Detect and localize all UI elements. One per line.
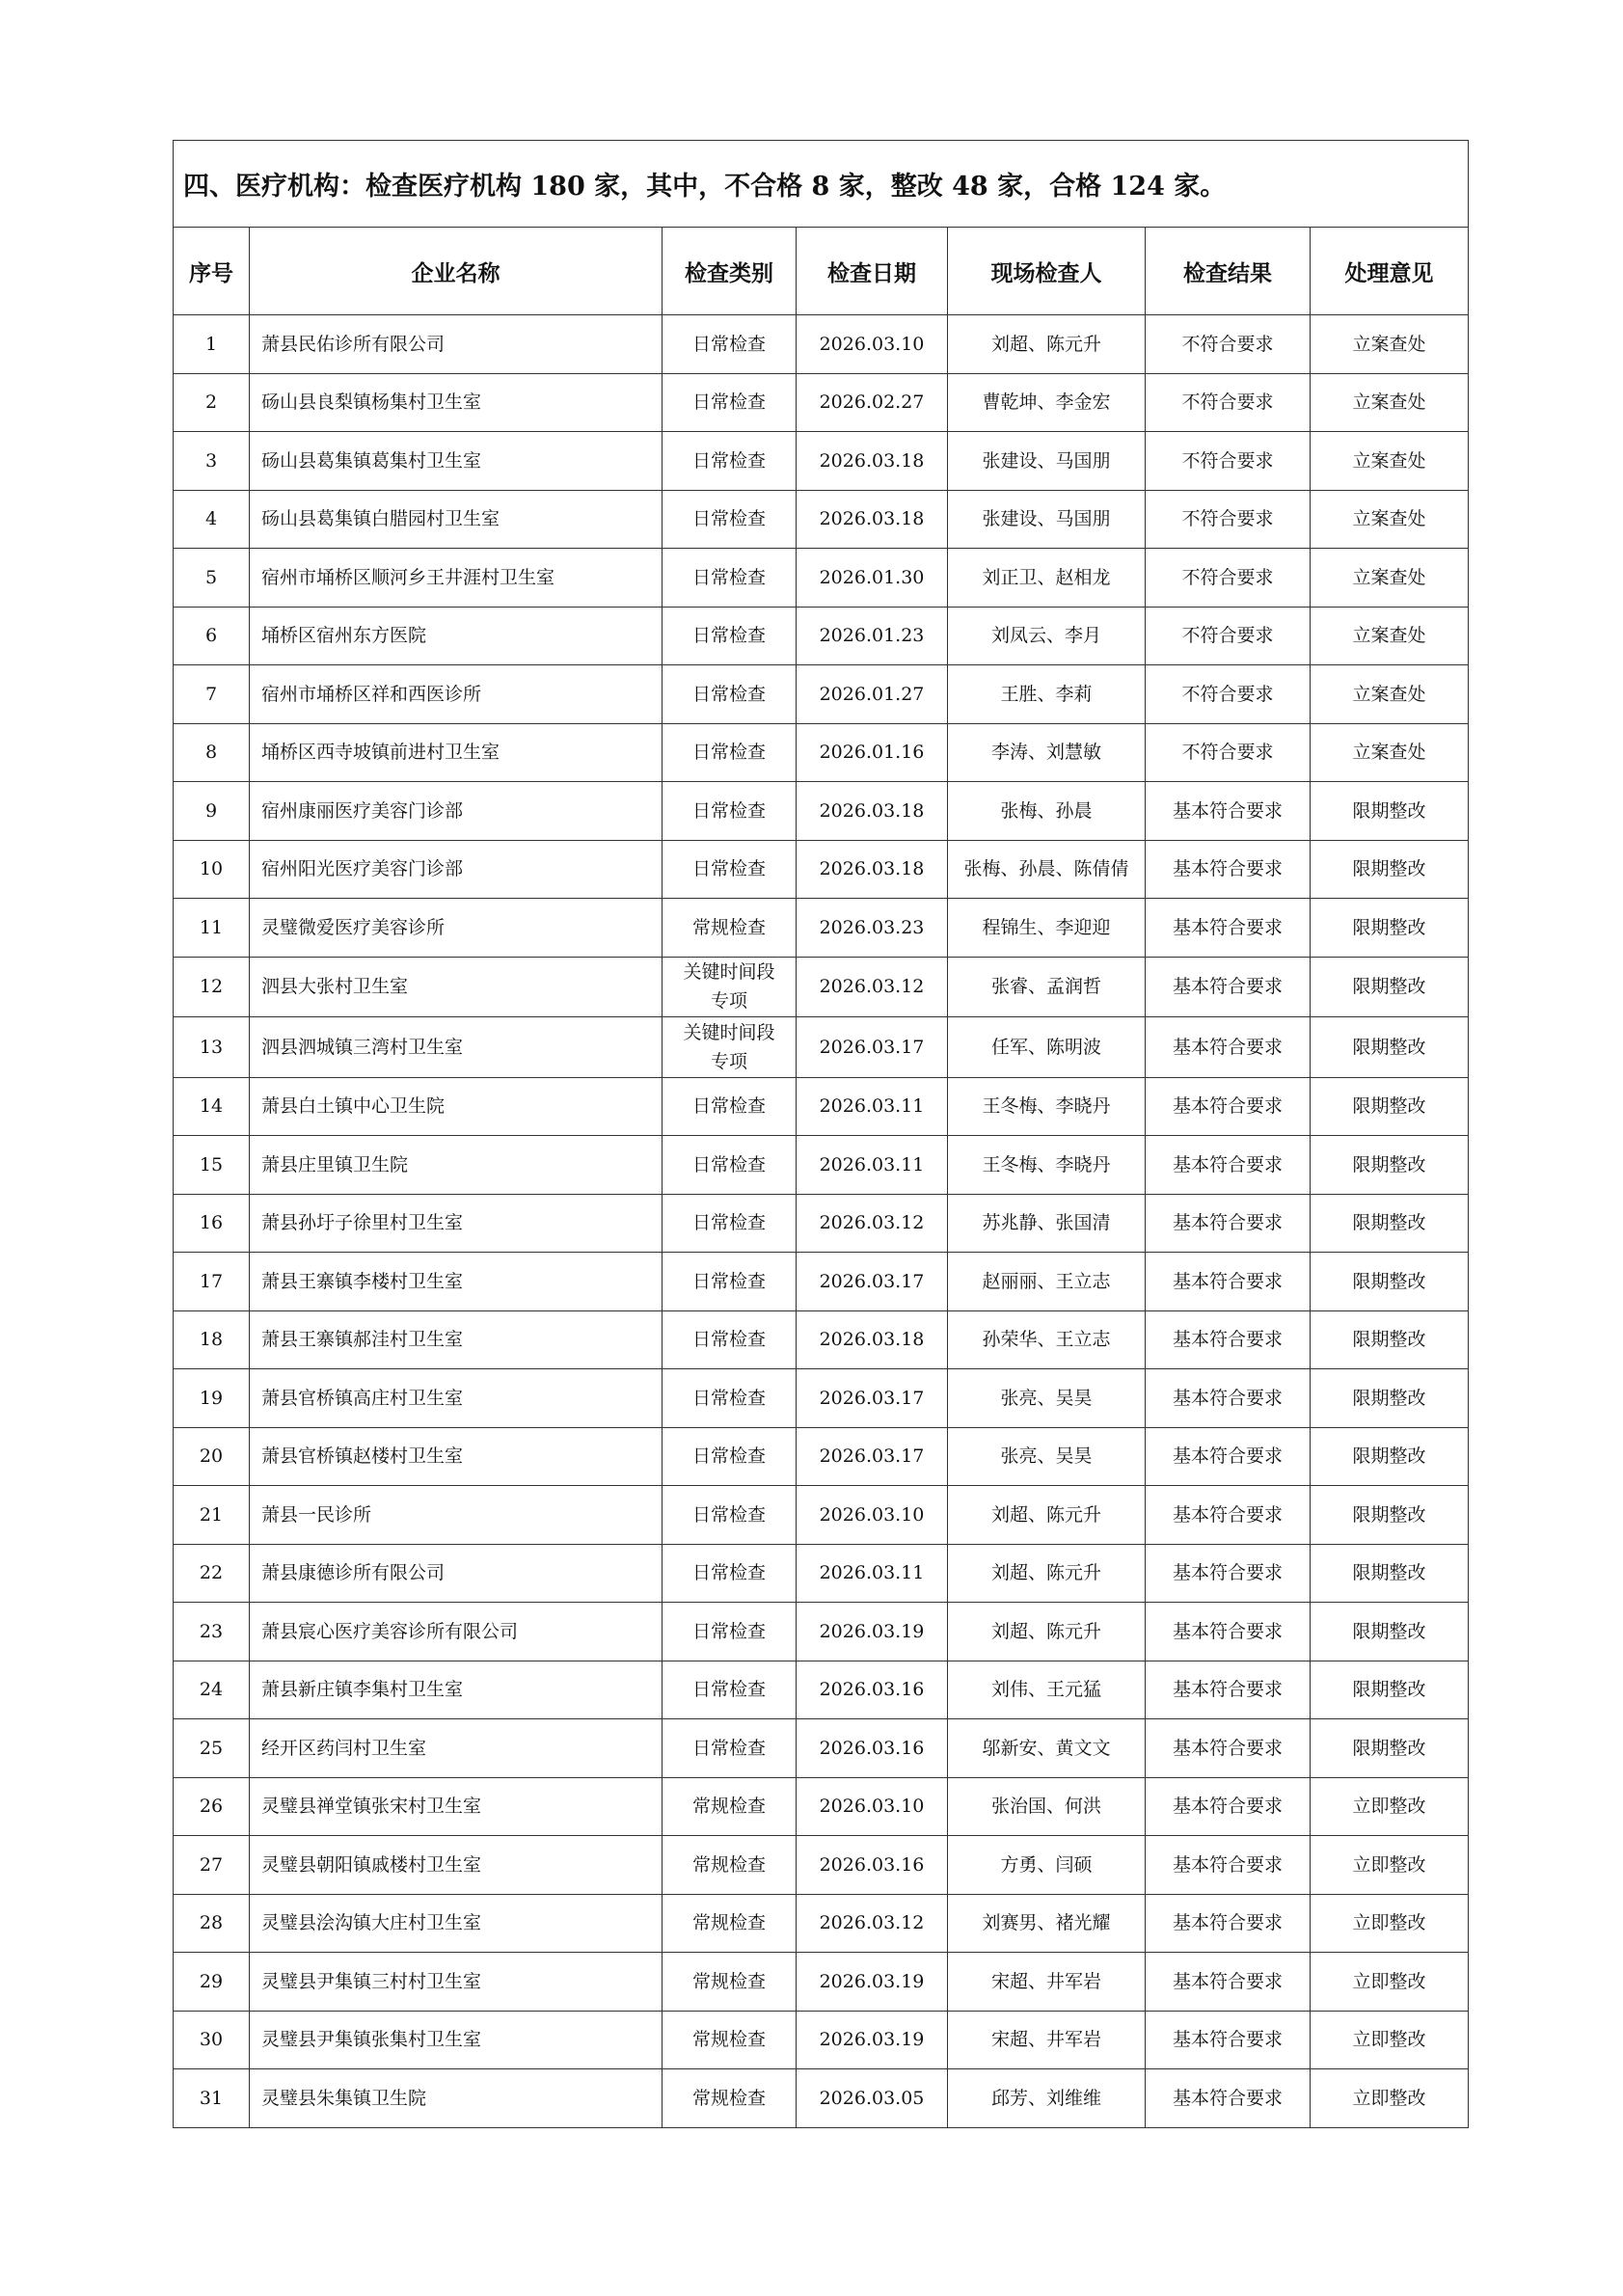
cell-no: 2: [174, 373, 250, 432]
cell-date: 2026.03.17: [797, 1369, 948, 1428]
cell-name: 萧县官桥镇赵楼村卫生室: [250, 1427, 663, 1486]
cell-result: 基本符合要求: [1146, 1194, 1311, 1253]
cell-date: 2026.03.17: [797, 1427, 948, 1486]
cell-name: 砀山县良梨镇杨集村卫生室: [250, 373, 663, 432]
cell-inspectors: 程锦生、李迎迎: [948, 899, 1146, 958]
cell-action: 限期整改: [1311, 1136, 1469, 1195]
cell-action: 立案查处: [1311, 723, 1469, 782]
cell-inspectors: 张亮、吴昊: [948, 1427, 1146, 1486]
cell-inspectors: 刘超、陈元升: [948, 1486, 1146, 1545]
cell-date: 2026.03.18: [797, 782, 948, 841]
header-action: 处理意见: [1311, 228, 1469, 315]
cell-name: 萧县王寨镇李楼村卫生室: [250, 1253, 663, 1311]
cell-result: 不符合要求: [1146, 665, 1311, 724]
cell-date: 2026.03.18: [797, 490, 948, 549]
cell-no: 6: [174, 607, 250, 665]
cell-name: 灵璧县朱集镇卫生院: [250, 2069, 663, 2128]
cell-name: 宿州市埇桥区顺河乡王井涯村卫生室: [250, 549, 663, 608]
table-body: [174, 315, 1469, 2128]
cell-result: 基本符合要求: [1146, 1603, 1311, 1661]
cell-type: 日常检查: [663, 1077, 797, 1136]
cell-type: 常规检查: [663, 1836, 797, 1895]
cell-action: 立案查处: [1311, 549, 1469, 608]
table-row: [174, 1310, 1469, 1369]
cell-name: 萧县民佑诊所有限公司: [250, 315, 663, 374]
cell-result: 基本符合要求: [1146, 840, 1311, 899]
cell-date: 2026.03.16: [797, 1661, 948, 1719]
cell-no: 31: [174, 2069, 250, 2128]
cell-result: 基本符合要求: [1146, 1719, 1311, 1778]
cell-no: 23: [174, 1603, 250, 1661]
cell-result: 基本符合要求: [1146, 2069, 1311, 2128]
cell-date: 2026.01.23: [797, 607, 948, 665]
table-row: [174, 1077, 1469, 1136]
cell-no: 29: [174, 1953, 250, 2012]
cell-name: 灵璧县尹集镇三村村卫生室: [250, 1953, 663, 2012]
cell-inspectors: 刘超、陈元升: [948, 1603, 1146, 1661]
cell-result: 不符合要求: [1146, 549, 1311, 608]
cell-inspectors: 王冬梅、李晓丹: [948, 1077, 1146, 1136]
cell-result: 基本符合要求: [1146, 782, 1311, 841]
cell-action: 立案查处: [1311, 607, 1469, 665]
cell-date: 2026.03.19: [797, 1953, 948, 2012]
cell-date: 2026.03.12: [797, 1894, 948, 1953]
header-no: 序号: [174, 228, 250, 315]
cell-inspectors: 张梅、孙晨、陈倩倩: [948, 840, 1146, 899]
table-header-row: [174, 228, 1469, 315]
cell-date: 2026.03.19: [797, 1603, 948, 1661]
document-page: [173, 140, 1468, 2128]
cell-type: 日常检查: [663, 1427, 797, 1486]
table-row: [174, 1836, 1469, 1895]
table-row: [174, 1661, 1469, 1719]
cell-name: 萧县新庄镇李集村卫生室: [250, 1661, 663, 1719]
cell-action: 限期整改: [1311, 1486, 1469, 1545]
cell-action: 限期整改: [1311, 1253, 1469, 1311]
cell-no: 27: [174, 1836, 250, 1895]
cell-no: 22: [174, 1544, 250, 1603]
table-row: [174, 1486, 1469, 1545]
cell-action: 立即整改: [1311, 1836, 1469, 1895]
cell-type: 日常检查: [663, 1719, 797, 1778]
cell-result: 基本符合要求: [1146, 1077, 1311, 1136]
cell-type: 日常检查: [663, 315, 797, 374]
cell-inspectors: 刘超、陈元升: [948, 1544, 1146, 1603]
cell-inspectors: 王胜、李莉: [948, 665, 1146, 724]
cell-inspectors: 刘伟、王元猛: [948, 1661, 1146, 1719]
cell-inspectors: 刘凤云、李月: [948, 607, 1146, 665]
cell-action: 立即整改: [1311, 1777, 1469, 1836]
cell-date: 2026.02.27: [797, 373, 948, 432]
cell-inspectors: 刘赛男、褚光耀: [948, 1894, 1146, 1953]
cell-type: 日常检查: [663, 1603, 797, 1661]
cell-name: 宿州康丽医疗美容门诊部: [250, 782, 663, 841]
cell-no: 17: [174, 1253, 250, 1311]
cell-name: 宿州阳光医疗美容门诊部: [250, 840, 663, 899]
cell-result: 基本符合要求: [1146, 1544, 1311, 1603]
cell-no: 14: [174, 1077, 250, 1136]
cell-result: 基本符合要求: [1146, 1369, 1311, 1428]
cell-result: 基本符合要求: [1146, 1017, 1311, 1078]
cell-action: 立即整改: [1311, 1894, 1469, 1953]
cell-date: 2026.03.11: [797, 1136, 948, 1195]
table-row: [174, 1544, 1469, 1603]
cell-date: 2026.03.16: [797, 1719, 948, 1778]
cell-inspectors: 宋超、井军岩: [948, 2011, 1146, 2069]
cell-no: 28: [174, 1894, 250, 1953]
cell-result: 基本符合要求: [1146, 1253, 1311, 1311]
cell-action: 立即整改: [1311, 1953, 1469, 2012]
cell-name: 萧县孙圩子徐里村卫生室: [250, 1194, 663, 1253]
cell-result: 不符合要求: [1146, 432, 1311, 491]
cell-inspectors: 曹乾坤、李金宏: [948, 373, 1146, 432]
cell-result: 不符合要求: [1146, 373, 1311, 432]
header-date: 检查日期: [797, 228, 948, 315]
cell-no: 15: [174, 1136, 250, 1195]
cell-result: 基本符合要求: [1146, 1427, 1311, 1486]
inspection-table: [173, 140, 1469, 2128]
cell-action: 立案查处: [1311, 432, 1469, 491]
cell-date: 2026.01.16: [797, 723, 948, 782]
cell-date: 2026.03.12: [797, 1194, 948, 1253]
cell-name: 萧县康德诊所有限公司: [250, 1544, 663, 1603]
table-row: [174, 549, 1469, 608]
cell-date: 2026.01.30: [797, 549, 948, 608]
cell-type: 日常检查: [663, 1310, 797, 1369]
cell-result: 基本符合要求: [1146, 1310, 1311, 1369]
cell-inspectors: 邬新安、黄文文: [948, 1719, 1146, 1778]
table-row: [174, 1427, 1469, 1486]
cell-result: 不符合要求: [1146, 490, 1311, 549]
table-row: [174, 957, 1469, 1017]
cell-name: 宿州市埇桥区祥和西医诊所: [250, 665, 663, 724]
cell-date: 2026.03.10: [797, 1777, 948, 1836]
cell-action: 限期整改: [1311, 1603, 1469, 1661]
table-row: [174, 1017, 1469, 1078]
cell-date: 2026.03.11: [797, 1077, 948, 1136]
cell-action: 限期整改: [1311, 1077, 1469, 1136]
cell-inspectors: 张梅、孙晨: [948, 782, 1146, 841]
cell-no: 16: [174, 1194, 250, 1253]
cell-type: 常规检查: [663, 2069, 797, 2128]
table-row: [174, 373, 1469, 432]
cell-date: 2026.03.05: [797, 2069, 948, 2128]
cell-no: 5: [174, 549, 250, 608]
cell-date: 2026.03.18: [797, 1310, 948, 1369]
table-row: [174, 840, 1469, 899]
cell-type: 日常检查: [663, 1369, 797, 1428]
table-row: [174, 1953, 1469, 2012]
cell-name: 萧县王寨镇郝洼村卫生室: [250, 1310, 663, 1369]
cell-action: 限期整改: [1311, 782, 1469, 841]
cell-result: 基本符合要求: [1146, 2011, 1311, 2069]
cell-no: 18: [174, 1310, 250, 1369]
cell-date: 2026.01.27: [797, 665, 948, 724]
cell-action: 立即整改: [1311, 2069, 1469, 2128]
table-row: [174, 1603, 1469, 1661]
cell-inspectors: 任军、陈明波: [948, 1017, 1146, 1078]
cell-date: 2026.03.17: [797, 1253, 948, 1311]
cell-result: 不符合要求: [1146, 607, 1311, 665]
header-result: 检查结果: [1146, 228, 1311, 315]
cell-inspectors: 张亮、吴昊: [948, 1369, 1146, 1428]
table-row: [174, 665, 1469, 724]
cell-name: 埇桥区宿州东方医院: [250, 607, 663, 665]
cell-action: 限期整改: [1311, 1017, 1469, 1078]
table-row: [174, 1194, 1469, 1253]
cell-no: 30: [174, 2011, 250, 2069]
cell-result: 基本符合要求: [1146, 957, 1311, 1017]
cell-inspectors: 刘超、陈元升: [948, 315, 1146, 374]
cell-name: 泗县泗城镇三湾村卫生室: [250, 1017, 663, 1078]
cell-type: 常规检查: [663, 1777, 797, 1836]
cell-no: 7: [174, 665, 250, 724]
cell-action: 立案查处: [1311, 315, 1469, 374]
cell-action: 立案查处: [1311, 665, 1469, 724]
table-row: [174, 432, 1469, 491]
cell-inspectors: 邱芳、刘维维: [948, 2069, 1146, 2128]
cell-inspectors: 方勇、闫硕: [948, 1836, 1146, 1895]
header-type: 检查类别: [663, 228, 797, 315]
cell-no: 13: [174, 1017, 250, 1078]
cell-type: 日常检查: [663, 1136, 797, 1195]
cell-date: 2026.03.23: [797, 899, 948, 958]
cell-type: 日常检查: [663, 1661, 797, 1719]
cell-inspectors: 孙荣华、王立志: [948, 1310, 1146, 1369]
cell-result: 基本符合要求: [1146, 1953, 1311, 2012]
cell-type: 日常检查: [663, 782, 797, 841]
cell-type: 日常检查: [663, 490, 797, 549]
cell-result: 不符合要求: [1146, 315, 1311, 374]
table-row: [174, 1719, 1469, 1778]
cell-type: 常规检查: [663, 1953, 797, 2012]
cell-date: 2026.03.19: [797, 2011, 948, 2069]
table-row: [174, 1894, 1469, 1953]
cell-action: 立案查处: [1311, 490, 1469, 549]
cell-result: 不符合要求: [1146, 723, 1311, 782]
cell-no: 12: [174, 957, 250, 1017]
cell-action: 限期整改: [1311, 1661, 1469, 1719]
cell-result: 基本符合要求: [1146, 1836, 1311, 1895]
cell-inspectors: 张治国、何洪: [948, 1777, 1146, 1836]
table-row: [174, 1369, 1469, 1428]
cell-result: 基本符合要求: [1146, 1894, 1311, 1953]
cell-no: 8: [174, 723, 250, 782]
cell-action: 限期整改: [1311, 1544, 1469, 1603]
table-row: [174, 899, 1469, 958]
cell-action: 限期整改: [1311, 1719, 1469, 1778]
table-row: [174, 2011, 1469, 2069]
table-row: [174, 607, 1469, 665]
table-row: [174, 782, 1469, 841]
cell-action: 限期整改: [1311, 840, 1469, 899]
cell-type: 日常检查: [663, 1486, 797, 1545]
cell-name: 泗县大张村卫生室: [250, 957, 663, 1017]
table-row: [174, 2069, 1469, 2128]
cell-name: 萧县宸心医疗美容诊所有限公司: [250, 1603, 663, 1661]
cell-action: 限期整改: [1311, 1427, 1469, 1486]
cell-name: 灵璧县朝阳镇戚楼村卫生室: [250, 1836, 663, 1895]
cell-result: 基本符合要求: [1146, 899, 1311, 958]
table-row: [174, 1136, 1469, 1195]
cell-name: 灵璧县禅堂镇张宋村卫生室: [250, 1777, 663, 1836]
cell-action: 立案查处: [1311, 373, 1469, 432]
cell-inspectors: 张睿、孟润哲: [948, 957, 1146, 1017]
cell-name: 萧县一民诊所: [250, 1486, 663, 1545]
cell-result: 基本符合要求: [1146, 1661, 1311, 1719]
cell-inspectors: 赵丽丽、王立志: [948, 1253, 1146, 1311]
cell-no: 10: [174, 840, 250, 899]
cell-date: 2026.03.11: [797, 1544, 948, 1603]
cell-no: 3: [174, 432, 250, 491]
table-row: [174, 1253, 1469, 1311]
header-name: 企业名称: [250, 228, 663, 315]
cell-type: 常规检查: [663, 2011, 797, 2069]
cell-name: 灵璧县浍沟镇大庄村卫生室: [250, 1894, 663, 1953]
cell-no: 21: [174, 1486, 250, 1545]
cell-date: 2026.03.10: [797, 1486, 948, 1545]
cell-type: 常规检查: [663, 1894, 797, 1953]
cell-name: 灵璧微爱医疗美容诊所: [250, 899, 663, 958]
cell-action: 限期整改: [1311, 957, 1469, 1017]
cell-date: 2026.03.18: [797, 432, 948, 491]
table-row: [174, 490, 1469, 549]
cell-name: 萧县庄里镇卫生院: [250, 1136, 663, 1195]
cell-result: 基本符合要求: [1146, 1486, 1311, 1545]
cell-inspectors: 李涛、刘慧敏: [948, 723, 1146, 782]
cell-inspectors: 宋超、井军岩: [948, 1953, 1146, 2012]
cell-inspectors: 苏兆静、张国清: [948, 1194, 1146, 1253]
cell-name: 经开区药闫村卫生室: [250, 1719, 663, 1778]
cell-no: 11: [174, 899, 250, 958]
cell-name: 埇桥区西寺坡镇前进村卫生室: [250, 723, 663, 782]
cell-inspectors: 刘正卫、赵相龙: [948, 549, 1146, 608]
cell-type: 日常检查: [663, 1194, 797, 1253]
cell-type: 日常检查: [663, 549, 797, 608]
cell-no: 25: [174, 1719, 250, 1778]
cell-date: 2026.03.12: [797, 957, 948, 1017]
cell-no: 19: [174, 1369, 250, 1428]
cell-inspectors: 张建设、马国朋: [948, 490, 1146, 549]
table-row: [174, 723, 1469, 782]
cell-type: 关键时间段 专项: [663, 957, 797, 1017]
cell-inspectors: 王冬梅、李晓丹: [948, 1136, 1146, 1195]
cell-no: 20: [174, 1427, 250, 1486]
cell-no: 9: [174, 782, 250, 841]
cell-type: 日常检查: [663, 723, 797, 782]
cell-action: 限期整改: [1311, 1369, 1469, 1428]
cell-name: 萧县官桥镇高庄村卫生室: [250, 1369, 663, 1428]
cell-date: 2026.03.18: [797, 840, 948, 899]
cell-type: 关键时间段 专项: [663, 1017, 797, 1078]
cell-type: 日常检查: [663, 607, 797, 665]
cell-type: 日常检查: [663, 1253, 797, 1311]
cell-type: 日常检查: [663, 373, 797, 432]
table-row: [174, 315, 1469, 374]
cell-no: 4: [174, 490, 250, 549]
cell-type: 日常检查: [663, 1544, 797, 1603]
cell-no: 24: [174, 1661, 250, 1719]
cell-result: 基本符合要求: [1146, 1136, 1311, 1195]
cell-inspectors: 张建设、马国朋: [948, 432, 1146, 491]
cell-name: 砀山县葛集镇白腊园村卫生室: [250, 490, 663, 549]
cell-no: 26: [174, 1777, 250, 1836]
table-row: [174, 1777, 1469, 1836]
cell-type: 日常检查: [663, 432, 797, 491]
cell-action: 限期整改: [1311, 1194, 1469, 1253]
header-inspectors: 现场检查人: [948, 228, 1146, 315]
cell-type: 日常检查: [663, 665, 797, 724]
cell-type: 常规检查: [663, 899, 797, 958]
cell-name: 萧县白土镇中心卫生院: [250, 1077, 663, 1136]
cell-date: 2026.03.17: [797, 1017, 948, 1078]
cell-action: 立即整改: [1311, 2011, 1469, 2069]
section-title: 四、医疗机构：检查医疗机构 180 家，其中，不合格 8 家，整改 48 家，合格 124 家。: [174, 141, 1469, 228]
cell-result: 基本符合要求: [1146, 1777, 1311, 1836]
cell-action: 限期整改: [1311, 899, 1469, 958]
cell-name: 灵璧县尹集镇张集村卫生室: [250, 2011, 663, 2069]
cell-name: 砀山县葛集镇葛集村卫生室: [250, 432, 663, 491]
cell-no: 1: [174, 315, 250, 374]
cell-action: 限期整改: [1311, 1310, 1469, 1369]
cell-date: 2026.03.16: [797, 1836, 948, 1895]
cell-type: 日常检查: [663, 840, 797, 899]
cell-date: 2026.03.10: [797, 315, 948, 374]
